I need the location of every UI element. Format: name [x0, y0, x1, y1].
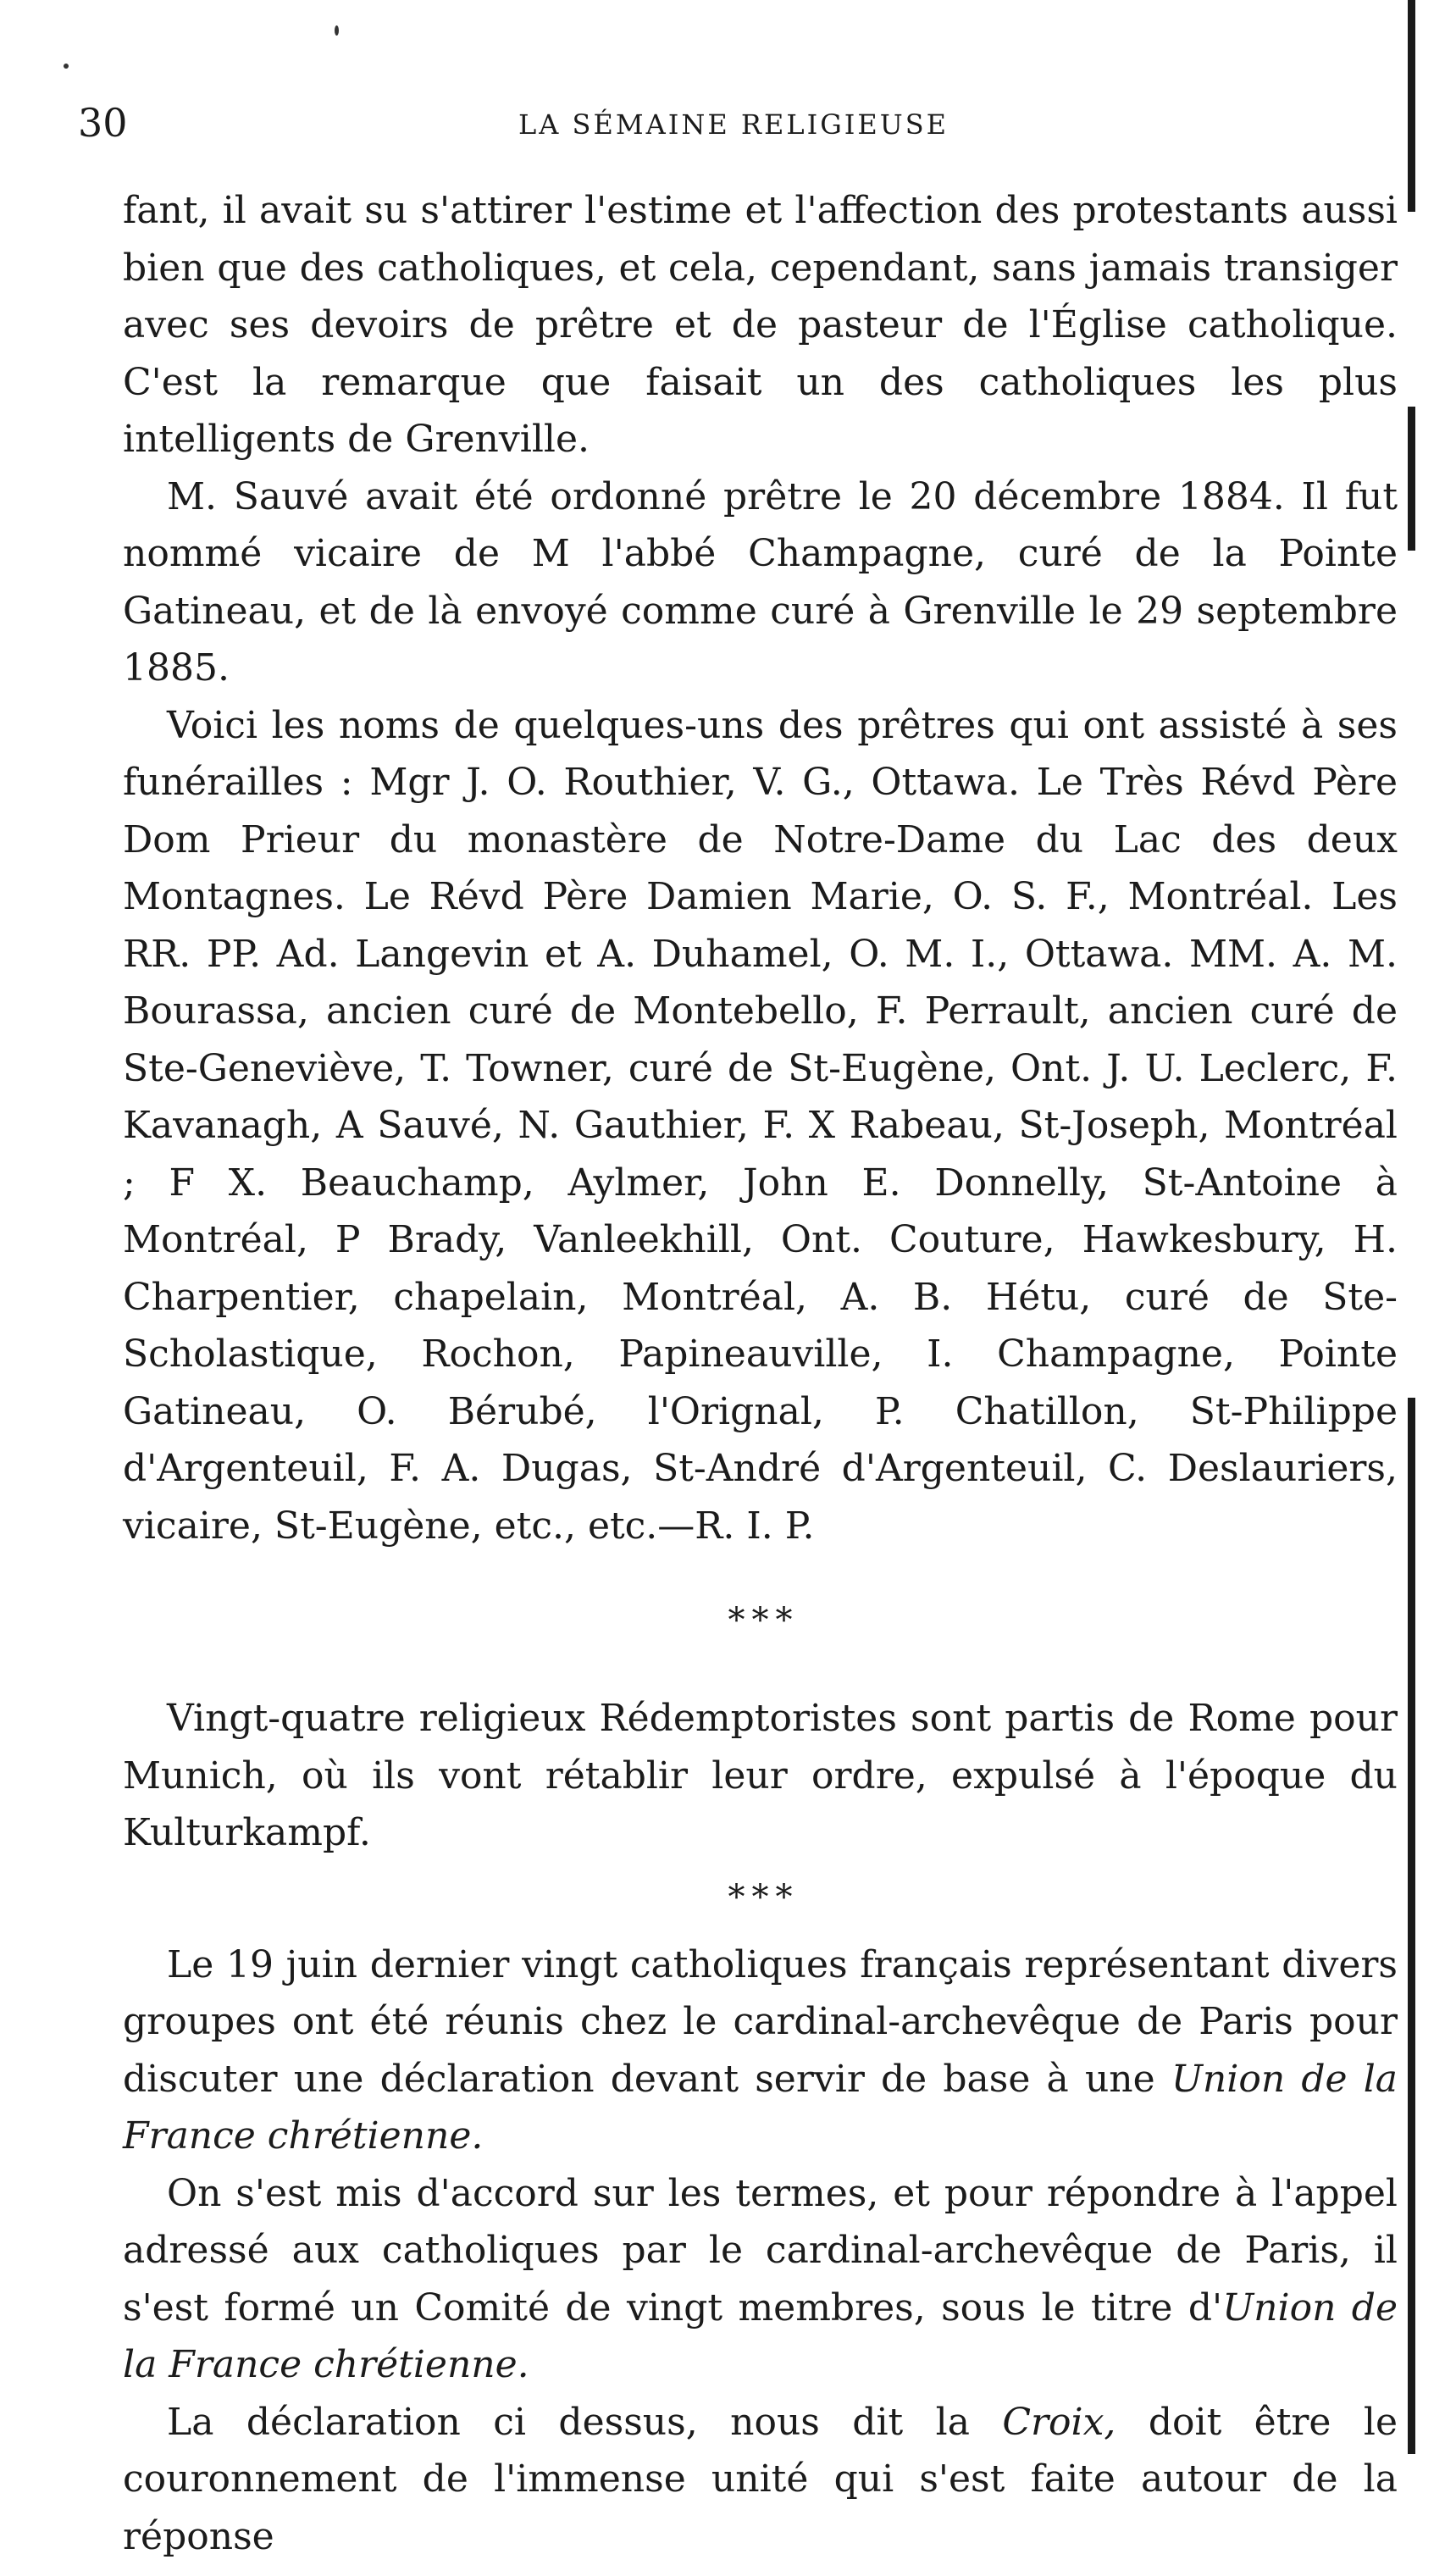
- article3-paragraph: [123, 1936, 1398, 2165]
- scan-speck: [64, 64, 69, 69]
- italic-title: Union de la France chrétienne.: [123, 2058, 1398, 2158]
- italic-newspaper-name: Croix,: [1002, 2401, 1116, 2444]
- article2-paragraph: Vingt-quatre religieux Rédemptoristes sont partis de Rome pour Munich, où ils vont rétablir leur ordre, expulsé à l'époque du Kulturkampf.: [123, 1690, 1398, 1862]
- paragraph-text: La déclaration ci dessus, nous dit la: [167, 2401, 1002, 2444]
- running-title: LA SÉMAINE RELIGIEUSE: [518, 108, 949, 141]
- page-body: [123, 182, 1398, 2565]
- paragraph-text: On s'est mis d'accord sur les termes, et pour répondre à l'appel adressé aux catholiques par le cardinal-archevêque de Paris, il s'est formé un Comité de vingt membres, sous le titre d': [123, 2172, 1398, 2330]
- italic-title: Union de la France chrétienne.: [123, 2286, 1398, 2387]
- page-number: 30: [78, 100, 128, 146]
- paragraph-text: doit être le couronnement de l'immense unité qui s'est faite autour de la réponse: [123, 2401, 1398, 2558]
- article1-paragraph: Voici les noms de quelques-uns des prêtres qui ont assisté à ses funérailles : Mgr J. O. Routhier, V. G., Ottawa. Le Très Révd Père Dom Prieur du monastère de Notre-Dame du Lac des deux Montagnes. Le Révd Père Damien Marie, O. S. F., Montréal. Les RR. PP. Ad. Langevin et A. Duhamel, O. M. I., Ottawa. MM. A. M. Bourassa, ancien curé de Montebello, F. Perrault, ancien curé de Ste-Geneviève, T. Towner, curé de St-Eugène, Ont. J. U. Leclerc, F. Kavanagh, A Sauvé, N. Gauthier, F. X Rabeau, St-Joseph, Montréal ; F X. Beauchamp, Aylmer, John E. Donnelly, St-Antoine à Montréal, P Brady, Vanleekhill, Ont. Couture, Hawkesbury, H. Charpentier, chapelain, Montréal, A. B. Hétu, curé de Ste-Scholastique, Rochon, Papineauville, I. Champagne, Pointe Gatineau, O. Bérubé, l'Orignal, P. Chatillon, St-Philippe d'Argenteuil, F. A. Dugas, St-André d'Argenteuil, C. Deslauriers, vicaire, St-Eugène, etc., etc.—R. I. P.: [123, 697, 1398, 1555]
- article3-paragraph: [123, 2165, 1398, 2394]
- page-header: [78, 100, 1391, 159]
- article1-paragraph: M. Sauvé avait été ordonné prêtre le 20 décembre 1884. Il fut nommé vicaire de M l'abbé Champagne, curé de la Pointe Gatineau, et de là envoyé comme curé à Grenville le 29 septembre 1885.: [123, 468, 1398, 697]
- section-separator: * * *: [123, 1881, 1398, 1914]
- article1-paragraph: fant, il avait su s'attirer l'estime et l'affection des protestants aussi bien que des catholiques, et cela, cependant, sans jamais transiger avec ses devoirs de prêtre et de pasteur de l'Église catholique. C'est la remarque que faisait un des catholiques les plus intelligents de Grenville.: [123, 182, 1398, 468]
- page-edge-shadow-mid: [1408, 407, 1415, 551]
- paragraph-text: Le 19 juin dernier vingt catholiques français représentant divers groupes ont été réunis chez le cardinal-archevêque de Paris pour discuter une déclaration devant servir de base à une: [123, 1943, 1398, 2101]
- page-edge-shadow-top: [1408, 0, 1415, 212]
- page-edge-shadow-bottom: [1408, 1398, 1415, 2454]
- scan-speck: [335, 25, 339, 36]
- article3-paragraph: [123, 2394, 1398, 2565]
- section-separator: * * *: [123, 1604, 1398, 1637]
